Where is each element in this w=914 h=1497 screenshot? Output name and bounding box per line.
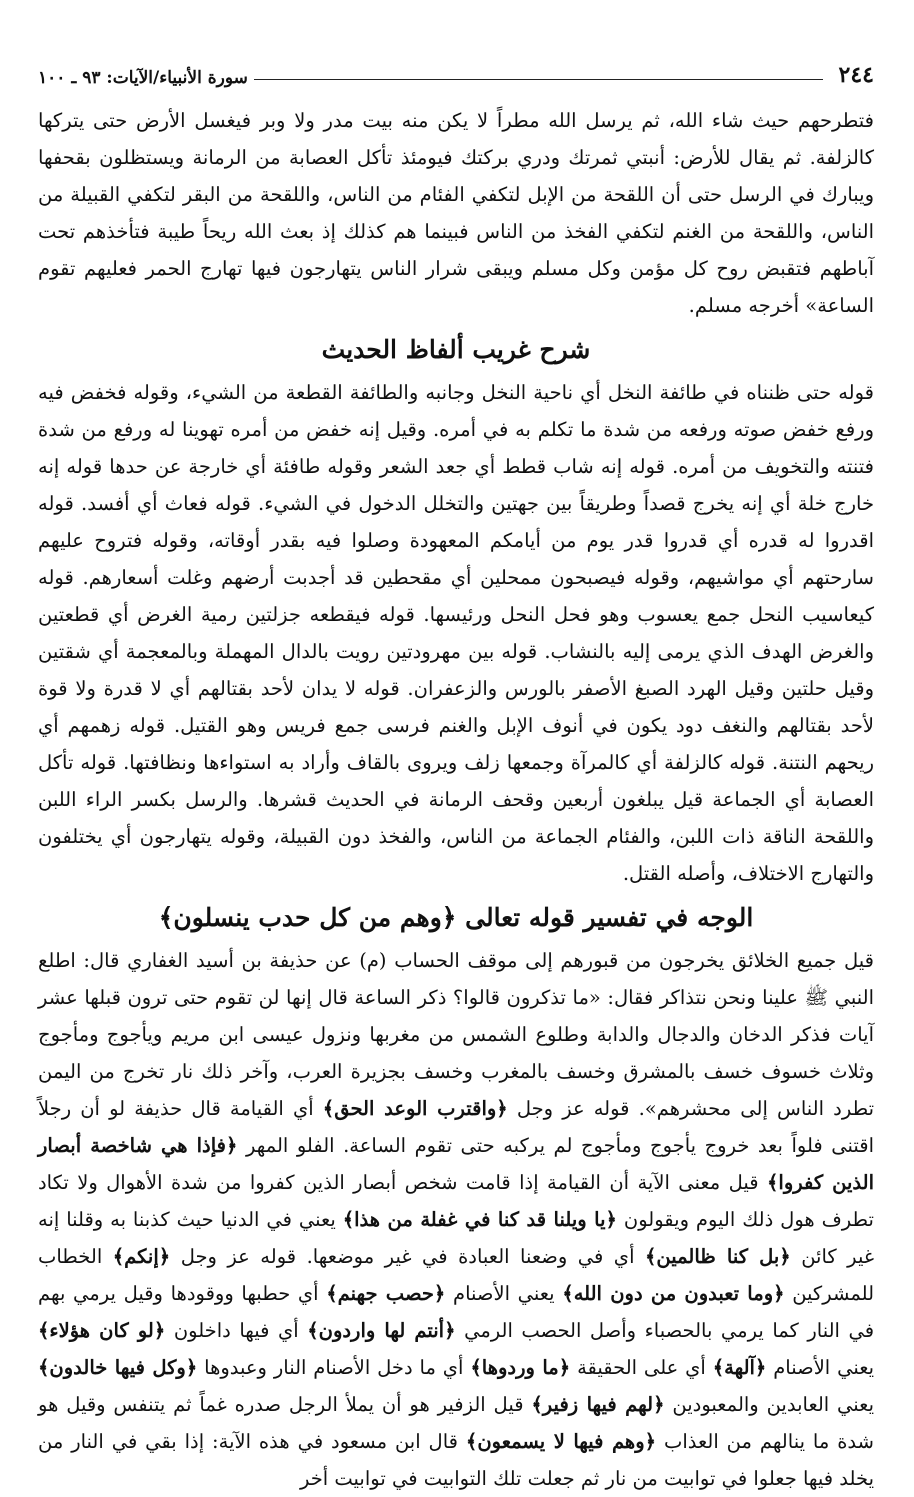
section-heading-tafsir	[38, 898, 874, 938]
tafsir-text: أي على الحقيقة	[577, 1356, 706, 1379]
tafsir-text: أي فيها داخلون	[173, 1319, 299, 1342]
quran-verse: ﴿بل كنا ظالمين﴾	[644, 1245, 791, 1268]
quran-verse: ﴿أنتم لها واردون﴾	[307, 1319, 456, 1342]
tafsir-text: قيل الزفير هو أن يملأ الرجل صدره غماً ثم يتنفس وقيل هو شدة ما ينالهم من العذاب	[38, 1393, 874, 1453]
tafsir-text: أي ما دخل الأصنام النار وعبدوها	[204, 1356, 464, 1379]
paragraph-hadith-ending: فتطرحهم حيث شاء الله، ثم يرسل الله مطراً لا يكن منه بيت مدر ولا وبر فيغسل الأرض حتى يتركها كالزلفة. ثم يقال للأرض: أنبتي ثمرتك ودري بركتك فيومئذ تأكل العصابة من الرمانة ويستظلون بقحفها ويبارك في الرسل حتى أن اللقحة من الإبل لتكفي الفئام من الناس، واللقحة من البقر لتكفي القبيلة من الناس، واللقحة من الغنم لتكفي الفخذ من الناس فبينما هم كذلك إذ بعث الله ريحاً طيبة فتأخذهم تحت آباطهم فتقبض روح كل مؤمن وكل مسلم ويبقى شرار الناس يتهارجون فيها تهارج الحمر فعليهم تقوم الساعة» أخرجه مسلم.	[38, 109, 874, 317]
quran-verse: ﴿لهم فيها زفير﴾	[531, 1393, 665, 1416]
tafsir-heading-prefix: الوجه في تفسير قوله تعالى	[465, 903, 754, 932]
tafsir-text: الخطاب للمشركين	[38, 1245, 875, 1305]
body-text	[38, 102, 874, 1497]
tafsir-text: يعني العابدين والمعبودين	[672, 1393, 875, 1416]
quran-verse: ﴿ما وردوها﴾	[470, 1356, 571, 1379]
surah-verse-range: سورة الأنبياء/الآيات: ٩٣ ـ ١٠٠	[38, 68, 248, 88]
section-heading-gharib: شرح غريب ألفاظ الحديث	[321, 335, 591, 364]
tafsir-text: قيل جميع الخلائق يخرجون من قبورهم إلى موقف الحساب (م) عن حذيفة بن أسيد الغفاري قال: اطلع النبي ﷺ علينا ونحن نتذاكر فقال: «ما تذكرون قالوا؟ ذكر الساعة قال إنها لن تقوم حتى ترون قبلها عشر آيات فذكر الدخان والدجال والدابة وطلوع الشمس من مغربها ونزول عيسى ابن مريم ويأجوج ومأجوج وثلاث خسوف خسف بالمشرق وخسف بالمغرب وخسف بجزيرة العرب، وآخر ذلك نار تخرج من اليمن تطرد الناس إلى محشرهم». قوله عز وجل	[38, 949, 874, 1120]
quran-verse: ﴿يا ويلنا قد كنا في غفلة من هذا﴾	[342, 1208, 617, 1231]
quran-verse: ﴿آلهة﴾	[712, 1356, 767, 1379]
tafsir-text: أي في وضعنا العبادة في غير موضعها. قوله عز وجل	[180, 1245, 635, 1268]
quran-verse: ﴿وهم فيها لا يسمعون﴾	[465, 1430, 657, 1453]
quran-verse: ﴿لو كان هؤلاء﴾	[38, 1319, 166, 1342]
quran-verse: ﴿وكل فيها خالدون﴾	[38, 1356, 198, 1379]
tafsir-text: يعني الأصنام	[773, 1356, 875, 1379]
quran-verse: ﴿وما تعبدون من دون الله﴾	[562, 1282, 785, 1305]
quran-verse: ﴿حصب جهنم﴾	[326, 1282, 446, 1305]
quran-verse: ﴿واقترب الوعد الحق﴾	[322, 1097, 508, 1120]
page-number: ٢٤٤	[838, 62, 874, 88]
tafsir-heading-verse: ﴿وهم من كل حدب ينسلون﴾	[158, 903, 457, 932]
tafsir-text: قال ابن مسعود في هذه الآية: إذا بقي في النار من يخلد فيها جعلوا في توابيت من نار ثم جعلت تلك التوابيت في توابيت أخر	[38, 1430, 874, 1490]
tafsir-text: أي حطبها ووقودها وقيل يرمي بهم في النار كما يرمي بالحصباء وأصل الحصب الرمي	[38, 1282, 875, 1342]
tafsir-text: أي القيامة قال حذيفة لو أن رجلاً اقتنى فلواً بعد خروج يأجوج ومأجوج لم يركبه حتى تقوم الساعة. الفلو المهر	[38, 1097, 874, 1157]
paragraph-tafsir	[38, 942, 874, 1497]
paragraph-gharib-explanation: قوله حتى ظنناه في طائفة النخل أي ناحية النخل وجانبه والطائفة القطعة من الشيء، وقوله فخفض فيه ورفع خفض صوته ورفعه من شدة ما تكلم به في أمره. وقيل إنه خفض من أمره تهوينا له ورفع من شدة فتنته والتخويف من أمره. قوله إنه شاب قطط أي جعد الشعر وقوله طافئة أي خارجة عن حدها قوله إنه خارج خلة أي إنه يخرج قصداً وطريقاً بين جهتين والتخلل الدخول في الشيء. قوله فعاث أي أفسد. قوله اقدروا له قدره أي قدروا قدر يوم من أيامكم المعهودة وصلوا فيه بقدر أوقاته، وقوله فتروح عليهم سارحتهم أي مواشيهم، وقوله فيصبحون ممحلين أي مقحطين قد أجدبت أرضهم وغلت أسعارهم. قوله كيعاسيب النحل جمع يعسوب وهو فحل النحل ورئيسها. قوله فيقطعه جزلتين رمية الغرض أي قطعتين والغرض الهدف الذي يرمى إليه بالنشاب. قوله بين مهرودتين رويت بالدال المهملة وبالمعجمة أي شقتين وقيل حلتين وقيل الهرد الصبغ الأصفر بالورس والزعفران. قوله لا يدان لأحد بقتالهم أي لا قدرة ولا قوة لأحد بقتالهم والنغف دود يكون في أنوف الإبل والغنم فرسى جمع فريس وهو القتيل. قوله زهمهم أي ريحهم النتنة. قوله كالزلفة أي كالمرآة وجمعها زلف ويروى بالقاف وأراد به استواءها ونظافتها. قوله تأكل العصابة أي الجماعة قيل يبلغون أربعين وقحف الرمانة في الحديث قشرها. والرسل بكسر الراء اللبن واللقحة الناقة ذات اللبن، والفئام الجماعة من الناس، والفخذ دون القبيلة، وقوله يتهارجون أي يختلفون والتهارج الاختلاف، وأصله القتل.	[38, 381, 874, 885]
header-rule	[254, 79, 823, 80]
document-page	[38, 58, 874, 1497]
tafsir-text: يعني في الدنيا حيث كذبنا به وقلنا إنه غير كائن	[38, 1208, 875, 1268]
running-header	[38, 58, 874, 88]
tafsir-text: يعني الأصنام	[453, 1282, 555, 1305]
quran-verse: ﴿فإذا هي شاخصة أبصار الذين كفروا﴾	[38, 1134, 875, 1194]
quran-verse: ﴿إنكم﴾	[112, 1245, 171, 1268]
tafsir-text: قيل معنى الآية أن القيامة إذا قامت شخص أبصار الذين كفروا من شدة الأهوال ولا تكاد تطرف هول ذلك اليوم ويقولون	[38, 1171, 874, 1231]
